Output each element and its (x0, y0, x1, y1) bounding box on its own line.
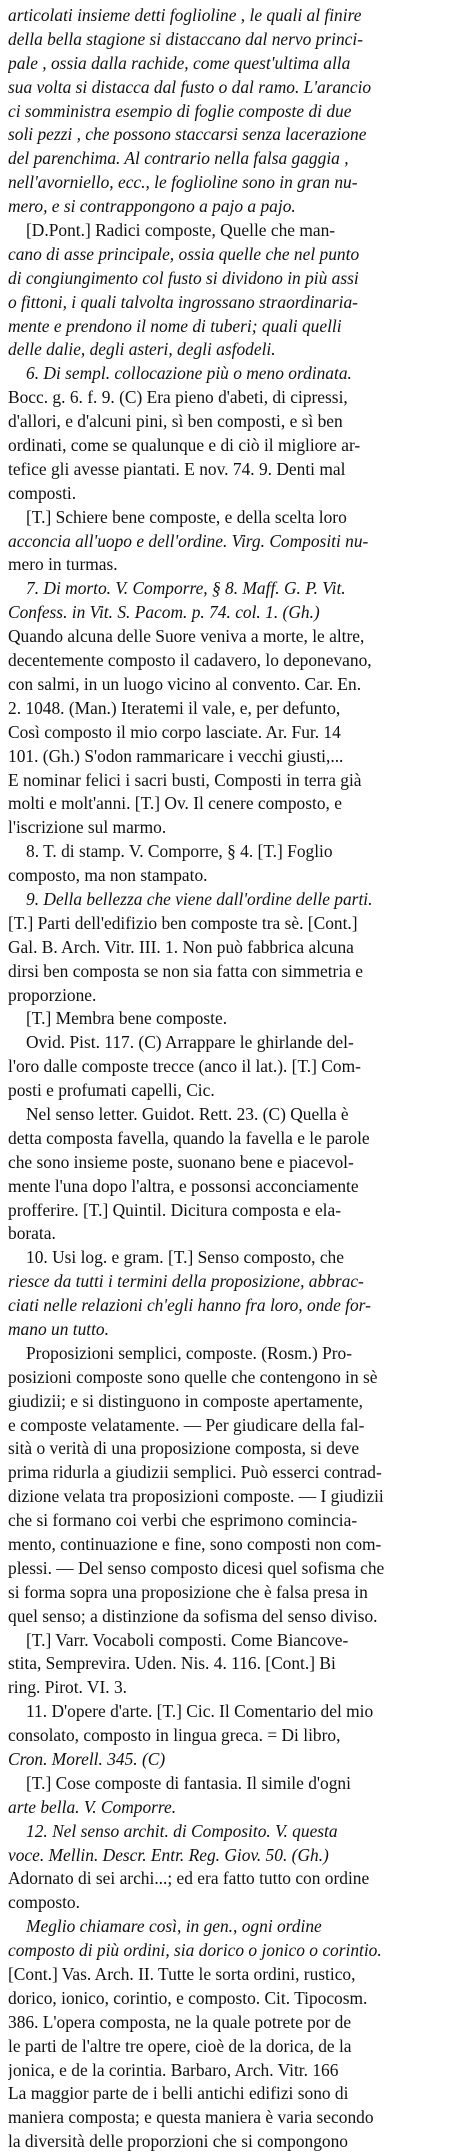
text-line: Proposizioni semplici, composte. (Rosm.) Pro- (26, 1342, 353, 1363)
text-line: borata. (8, 1223, 56, 1244)
text-line: della bella stagione si distaccano dal nervo princi- (8, 28, 364, 49)
text-line: Cron. Morell. 345. (C) (8, 1749, 166, 1770)
text-line: [T.] Cose composte di fantasia. Il simile d'ogni (26, 1772, 351, 1793)
text-line: mero in turmas. (8, 554, 118, 575)
text-line: che sono insieme poste, suonano bene e piacevol- (8, 1151, 354, 1172)
text-line: posti e profumati capelli, Cic. (8, 1080, 215, 1101)
text-line: di congiungimento col fusto si dividono in più assi (8, 267, 359, 288)
text-line: giudizii; e si distinguono in composte apertamente, (8, 1390, 363, 1411)
text-line: 10. Usi log. e gram. [T.] Senso composto, che (26, 1247, 344, 1268)
text-line: mente e prendono il nome di tuberi; quali quelli (8, 315, 342, 336)
text-line: 8. T. di stamp. V. Comporre, § 4. [T.] Foglio (26, 841, 333, 862)
text-line: che si formano coi verbi che esprimono comincia- (8, 1510, 358, 1531)
text-line: 101. (Gh.) S'odon rammaricare i vecchi giusti,... (8, 745, 344, 766)
text-line: decentemente composto il cadavero, lo deponevano, (8, 650, 372, 671)
text-line: Così composto il mio corpo lasciate. Ar. Fur. 14 (8, 721, 341, 742)
text-line: proporzione. (8, 984, 97, 1005)
text-line: le parti de l'altre tre opere, cioè de la dorica, de la (8, 2035, 352, 2056)
text-line: 11. D'opere d'arte. [T.] Cic. Il Comentario del mio (26, 1701, 374, 1722)
text-line: dirsi ben composta se non sia fatta con simmetria e (8, 960, 363, 981)
text-line: detta composta favella, quando la favella e le parole (8, 1127, 370, 1148)
text-line: dorico, ionico, corintio, e composto. Cit. Tipocosm. (8, 1987, 368, 2008)
text-line: prima ridurla a giudizii semplici. Può esserci contrad- (8, 1462, 382, 1483)
text-line: riesce da tutti i termini della proposizione, abbrac- (8, 1271, 364, 1292)
text-line: jonica, e de la corintia. Barbaro, Arch. Vitr. 166 (8, 2059, 339, 2080)
text-line: 9. Della bellezza che viene dall'ordine delle parti. (26, 888, 373, 909)
text-line: E nominar felici i sacri busti, Composti in terra già (8, 769, 362, 790)
text-line: voce. Mellin. Descr. Entr. Reg. Giov. 50. (Gh.) (8, 1844, 329, 1865)
text-line: sua volta si distacca dal fusto o dal ramo. L'arancio (8, 76, 372, 97)
text-line: pale , ossia dalla rachide, come quest'ultima alla (8, 52, 351, 73)
text-line: soli pezzi , che possono staccarsi senza lacerazione (8, 124, 367, 145)
text-line: Bocc. g. 6. f. 9. (C) Era pieno d'abeti, di cipressi, (8, 387, 348, 408)
text-line: o fittoni, i quali talvolta ingrossano straordinaria- (8, 291, 358, 312)
text-line: 2. 1048. (Man.) Iteratemi il vale, e, per defunto, (8, 697, 341, 718)
text-line: [T.] Schiere bene composte, e della scelta loro (26, 506, 347, 527)
text-line: [D.Pont.] Radici composte, Quelle che man- (26, 220, 336, 241)
text-line: stita, Semprevira. Uden. Nis. 4. 116. [Cont.] Bi (8, 1653, 336, 1674)
text-line: 7. Di morto. V. Comporre, § 8. Maff. G. P. Vit. (26, 578, 346, 599)
text-line: composti. (8, 482, 77, 503)
text-line: l'oro dalle composte trecce (anco il lat.). [T.] Com- (8, 1056, 361, 1077)
text-line: composto, ma non stampato. (8, 865, 208, 886)
text-line: Confess. in Vit. S. Pacom. p. 74. col. 1. (Gh.) (8, 602, 320, 623)
text-line: tefice gli avesse piantati. E nov. 74. 9. Denti mal (8, 458, 346, 479)
text-line: composto di più ordini, sia dorico o jonico o corintio. (8, 1940, 382, 1961)
text-line: [Cont.] Vas. Arch. II. Tutte le sorta ordini, rustico, (8, 1964, 356, 1985)
text-line: Ovid. Pist. 117. (C) Arrappare le ghirlande del- (26, 1032, 354, 1053)
text-line: [T.] Varr. Vocaboli composti. Come Biancove- (26, 1629, 349, 1650)
text-line: posizioni composte sono quelle che contengono in sè (8, 1366, 378, 1387)
text-line: maniera composta; e questa maniera è varia secondo (8, 2107, 374, 2128)
text-line: Nel senso letter. Guidot. Rett. 23. (C) Quella è (26, 1103, 349, 1124)
text-line: arte bella. V. Comporre. (8, 1796, 177, 1817)
text-line: sità o verità di una proposizione composta, si deve (8, 1438, 360, 1459)
text-line: ciati nelle relazioni ch'egli hanno fra loro, onde for- (8, 1295, 371, 1316)
text-line: 386. L'opera composta, ne la quale potrete por de (8, 2011, 352, 2032)
text-line: consolato, composto in lingua greca. = Di libro, (8, 1725, 341, 1746)
text-line: articolati insieme detti foglioline , le quali al finire (8, 5, 362, 25)
text-line: ordinati, come se qualunque e di ciò il migliore ar- (8, 435, 361, 456)
text-line: delle dalie, degli asteri, degli asfodeli. (8, 339, 276, 360)
text-line: composto. (8, 1892, 80, 1913)
text-line: [T.] Parti dell'edifizio ben composte tra sè. [Cont.] (8, 912, 358, 933)
text-line: mento, continuazione e fine, sono composti non com- (8, 1534, 382, 1554)
text-line: d'allori, e d'alcuni pini, sì ben composti, e sì ben (8, 411, 343, 432)
text-line: profferire. [T.] Quintil. Dicitura composta e ela- (8, 1199, 342, 1220)
text-line: dizione velata tra proposizioni composte. — I giudizii (8, 1486, 384, 1507)
text-line: l'iscrizione sul marmo. (8, 817, 167, 838)
text-line: con salmi, in un luogo vicino al convento. Car. En. (8, 673, 362, 694)
text-line: quel senso; a distinzione da sofisma del senso diviso. (8, 1605, 378, 1626)
text-line: mente l'una dopo l'altra, e possonsi acconciamente (8, 1175, 359, 1196)
text-line: ring. Pirot. VI. 3. (8, 1677, 127, 1698)
text-line: molti e molt'anni. [T.] Ov. Il cenere composto, e (8, 793, 342, 814)
text-line: mero, e si contrappongono a pajo a pajo. (8, 196, 296, 217)
text-line: 12. Nel senso archit. di Composito. V. questa (26, 1820, 338, 1841)
text-line: si forma sopra una proposizione che è falsa presa in (8, 1581, 368, 1602)
text-line: Adornato di sei archi...; ed era fatto tutto con ordine (8, 1868, 370, 1889)
text-line: mano un tutto. (8, 1318, 109, 1339)
text-line: plessi. — Del senso composto dicesi quel sofisma che (8, 1557, 385, 1578)
text-line: Gal. B. Arch. Vitr. III. 1. Non può fabbrica alcuna (8, 936, 354, 957)
text-line: acconcia all'uopo e dell'ordine. Virg. Compositi nu- (8, 530, 369, 551)
text-line: La maggior parte de i belli antichi edifizi sono di (8, 2083, 349, 2104)
text-line: 6. Di sempl. collocazione più o meno ordinata. (26, 363, 352, 384)
text-line: Meglio chiamare così, in gen., ogni ordine (26, 1916, 322, 1937)
text-line: Quando alcuna delle Suore veniva a morte, le altre, (8, 626, 365, 647)
text-line: nell'avorniello, ecc., le foglioline sono in gran nu- (8, 172, 358, 193)
text-line: [T.] Membra bene composte. (26, 1008, 228, 1029)
text-line: del parenchima. Al contrario nella falsa gaggia , (8, 148, 349, 169)
text-line: ci somministra esempio di foglie composte di due (8, 100, 352, 121)
text-line: cano di asse principale, ossia quelle che nel punto (8, 243, 360, 264)
text-line: la diversità delle proporzioni che si compongono (8, 2131, 348, 2152)
text-line: e composte velatamente. — Per giudicare della fal- (8, 1414, 365, 1435)
